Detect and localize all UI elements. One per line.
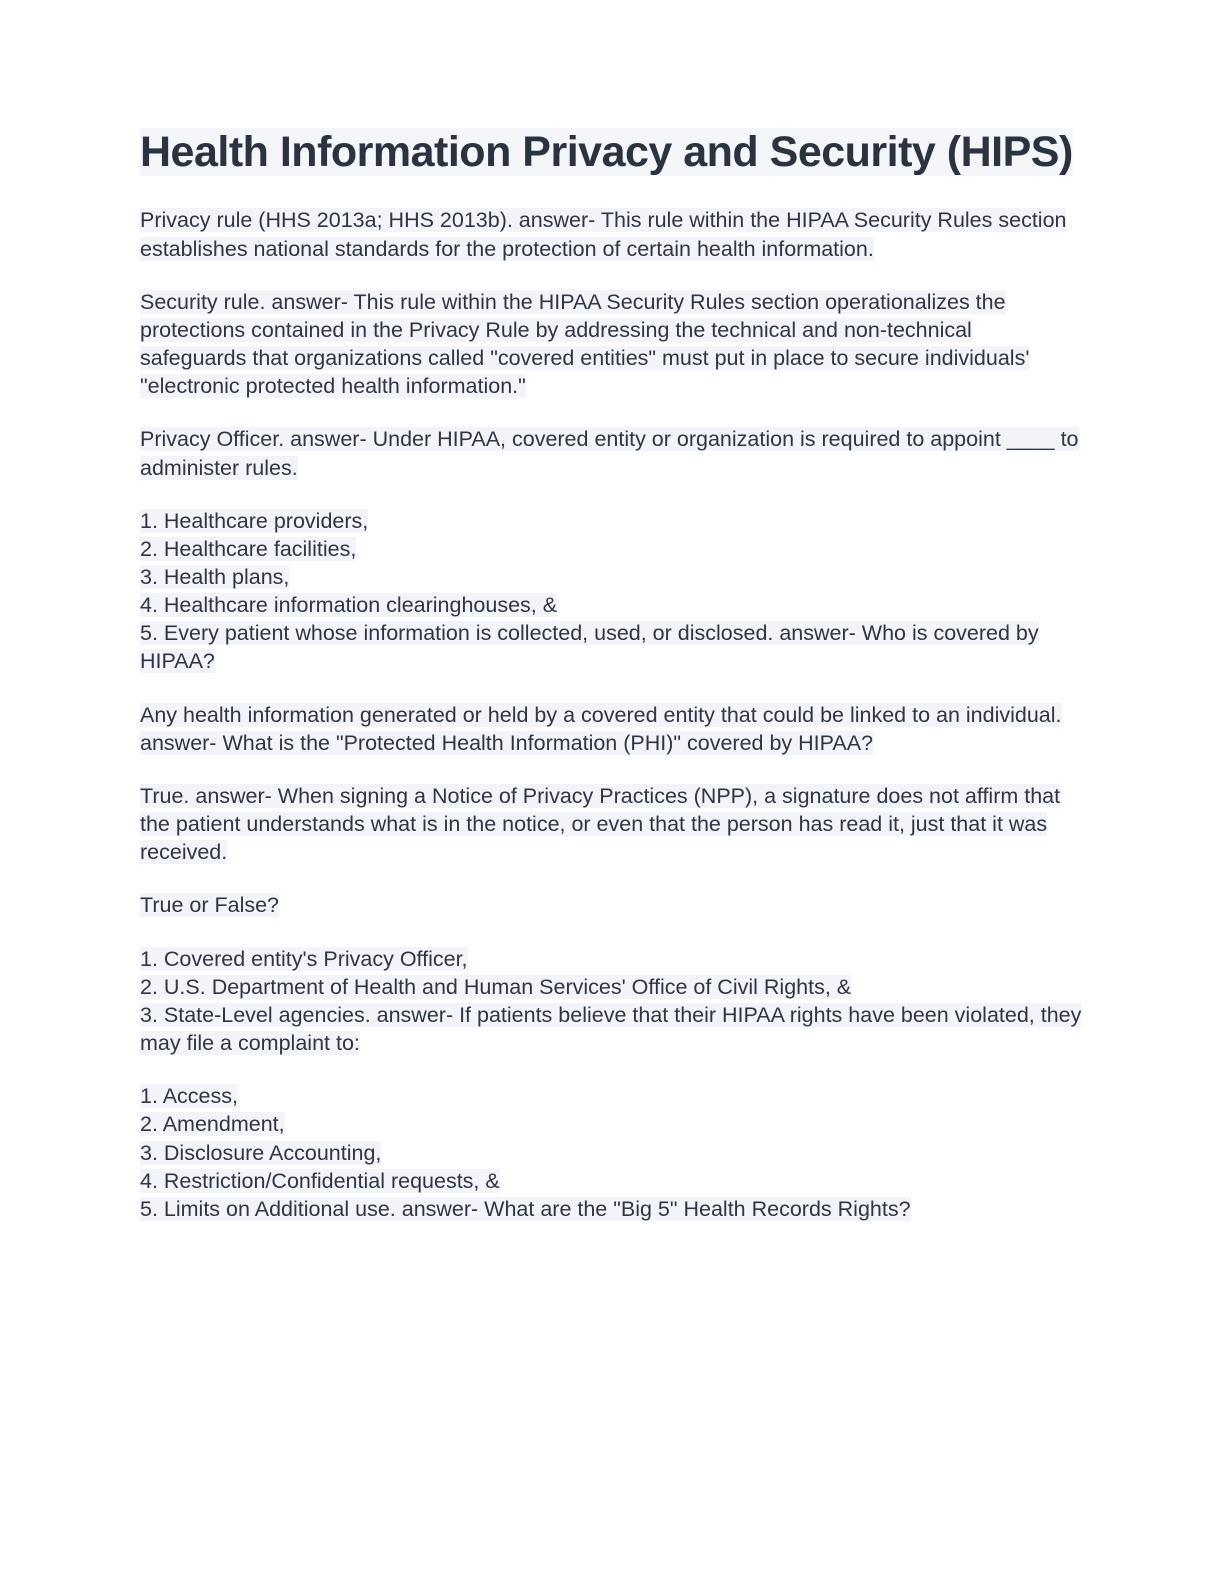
paragraph-security-rule [140,288,1084,401]
page-title-text: Health Information Privacy and Security (HIPS) [140,128,1073,176]
page-title [140,126,1084,178]
list-item-text: 5. Every patient whose information is collected, used, or disclosed. answer- Who is covered by HIPAA? [140,621,1039,674]
paragraph-text: Security rule. answer- This rule within the HIPAA Security Rules section operationalizes the protections contained in the Privacy Rule by addressing the technical and non-technical safeguards that organizations called "covered entities" must put in place to secure individuals' "electronic protected health information." [140,289,1030,399]
list-big-5-rights [140,1082,1084,1223]
list-item-text: 3. State-Level agencies. answer- If patients believe that their HIPAA rights have been violated, they may file a complaint to: [140,1002,1082,1056]
list-item [140,973,1084,1001]
list-item [140,563,1084,591]
paragraph-text: Any health information generated or held by a covered entity that could be linked to an individual. answer- What is the "Protected Health Information (PHI)" covered by HIPAA? [140,702,1062,755]
list-item-text: 4. Healthcare information clearinghouses, & [140,593,558,618]
list-item-text: 2. Healthcare facilities, [140,536,357,561]
list-item-text: 1. Covered entity's Privacy Officer, [140,946,468,971]
list-item-text: 3. Health plans, [140,565,290,590]
list-item [140,619,1084,675]
list-item [140,1195,1084,1223]
list-item-text: 2. U.S. Department of Health and Human Services' Office of Civil Rights, & [140,974,852,999]
document-body [140,206,1084,1223]
paragraph-privacy-officer [140,425,1084,481]
list-item [140,535,1084,563]
paragraph-text: Privacy Officer. answer- Under HIPAA, covered entity or organization is required to appoint ____ to administer rules. [140,427,1079,480]
list-item [140,1001,1084,1057]
paragraph-text: True. answer- When signing a Notice of Privacy Practices (NPP), a signature does not affirm that the patient understands what is in the notice, or even that the person has read it, just that it was received. [140,783,1061,865]
list-item [140,945,1084,973]
list-item [140,1167,1084,1195]
paragraph-text: Privacy rule (HHS 2013a; HHS 2013b). answer- This rule within the HIPAA Security Rules section establishes national standards for the protection of certain health information. [140,208,1067,261]
list-item-text: 1. Access, [140,1084,238,1109]
list-item [140,507,1084,535]
list-who-is-covered [140,507,1084,676]
paragraph-text: True or False? [140,893,280,918]
list-item [140,1139,1084,1167]
paragraph-phi-definition [140,701,1084,757]
list-item [140,591,1084,619]
list-item-text: 2. Amendment, [140,1112,285,1137]
paragraph-privacy-rule [140,206,1084,262]
list-item [140,1082,1084,1110]
list-item-text: 4. Restriction/Confidential requests, & [140,1168,500,1193]
list-item-text: 5. Limits on Additional use. answer- What are the "Big 5" Health Records Rights? [140,1196,911,1221]
paragraph-true-or-false [140,891,1084,919]
list-item-text: 3. Disclosure Accounting, [140,1140,382,1165]
list-item-text: 1. Healthcare providers, [140,508,369,533]
list-item [140,1110,1084,1138]
paragraph-npp-signature [140,782,1084,866]
list-complaint-to [140,945,1084,1058]
